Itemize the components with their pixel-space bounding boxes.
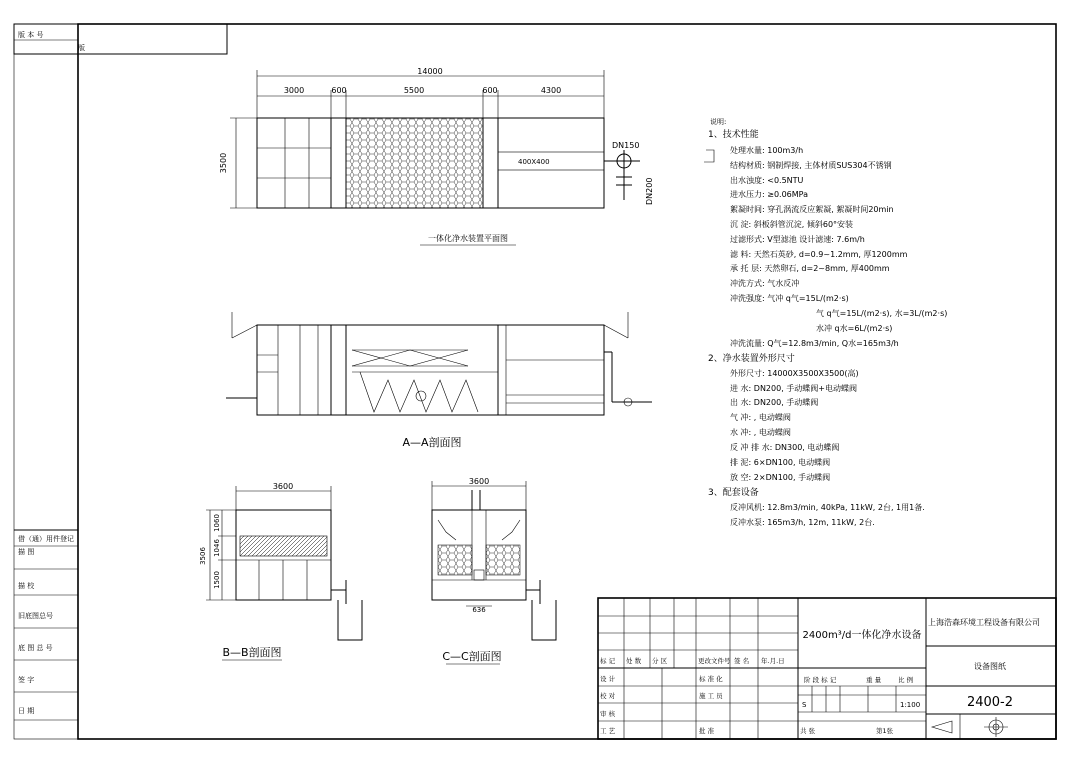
sheet-total: 共 张: [800, 727, 816, 735]
notes-line-10: 承 托 层: 天然卵石, d=2~8mm, 厚400mm: [730, 264, 890, 273]
notes-line-6: 絮凝时间: 穿孔涡流反应絮凝, 絮凝时间20min: [730, 205, 894, 214]
stage-header-1: 阶 段 标 记: [804, 676, 837, 684]
segment-dim-4: 600: [482, 86, 498, 95]
row-check: 校 对: [600, 692, 616, 700]
notes-line-13: 气 q气=15L/(m2·s), 水=3L/(m2·s): [816, 309, 948, 318]
notes-line-21: 水 冲: , 电动蝶阀: [730, 428, 791, 437]
plan-view: [219, 67, 654, 245]
notes-line-17: 外形尺寸: 14000X3500X3500(高): [730, 369, 859, 378]
reference-header: 借（通）用件登记: [18, 535, 74, 543]
section-bb: [199, 482, 362, 660]
strip-row-6: 日 期: [18, 707, 35, 715]
section-aa-title: A—A剖面图: [402, 436, 462, 449]
notes-line-20: 气 冲: , 电动蝶阀: [730, 413, 791, 422]
notes-heading: 说明:: [710, 118, 727, 126]
row-review: 审 核: [600, 710, 616, 718]
notes-line-22: 反 冲 排 水: DN300, 电动蝶阀: [730, 443, 840, 452]
row-process: 工 艺: [600, 727, 616, 735]
notes-line-24: 放 空: 2×DN100, 手动蝶阀: [730, 473, 831, 482]
drawing-number: 2400-2: [966, 695, 1014, 710]
strip-row-1: 描 图: [18, 548, 35, 556]
projection-symbol-icon: [932, 717, 1008, 737]
section-aa: [226, 312, 652, 449]
notes-line-14: 水冲 q水=6L/(m2·s): [816, 324, 893, 333]
stage-header-2: 重 量: [866, 676, 882, 684]
plan-width-dim: 3500: [219, 152, 228, 174]
notes-line-11: 冲洗方式: 气水反冲: [730, 279, 800, 288]
stage-header-3: 比 例: [898, 676, 914, 684]
notes-line-4: 出水浊度: <0.5NTU: [730, 176, 804, 185]
notes-line-26: 反冲风机: 12.8m3/min, 40kPa, 11kW, 2台, 1用1备.: [730, 503, 925, 512]
notes-line-1: 1、技术性能: [708, 130, 759, 140]
notes-line-19: 出 水: DN200, 手动蝶阀: [730, 398, 819, 407]
strip-row-4: 底 图 总 号: [18, 644, 53, 652]
section-bb-title: B—B剖面图: [222, 646, 282, 659]
notes-line-18: 进 水: DN200, 手动蝶阀+电动蝶阀: [730, 384, 857, 393]
row-standardization: 标 准 化: [699, 675, 723, 683]
strip-row-3: 旧底图总号: [18, 612, 53, 620]
row-approve: 批 准: [699, 727, 715, 735]
side-strip: [14, 24, 227, 720]
sheet-index: 第1张: [876, 727, 894, 735]
section-cc-title: C—C剖面图: [442, 650, 502, 663]
mark-header-3: 分 区: [652, 657, 668, 665]
bb-height-3: 1500: [213, 571, 221, 589]
cc-small-dim: 636: [472, 606, 486, 614]
segment-dim-2: 600: [331, 86, 347, 95]
notes-line-12: 冲洗强度: 气冲 q气=15L/(m2·s): [730, 294, 849, 303]
channel-label: 400X400: [518, 158, 550, 166]
company-name: 上海浩森环境工程设备有限公司: [928, 618, 1040, 627]
mark-header-1: 标 记: [600, 657, 616, 665]
notes-line-25: 3、配套设备: [708, 488, 759, 498]
section-cc: [432, 477, 556, 664]
project-title: 2400m³/d一体化净水设备: [802, 630, 922, 641]
drawing-type: 设备图纸: [974, 662, 1006, 671]
strip-row-5: 签 字: [18, 676, 35, 684]
notes-line-7: 沉 淀: 斜板斜管沉淀, 倾斜60°安装: [730, 220, 854, 229]
row-constructor: 施 工 员: [699, 692, 723, 700]
stage-mark: S: [802, 701, 807, 709]
segment-dim-5: 4300: [540, 86, 562, 95]
scale: 1:100: [900, 701, 921, 709]
bb-height-2: 1046: [213, 539, 221, 557]
pipe-label-dn200: DN200: [645, 177, 654, 205]
notes-line-9: 滤 料: 天然石英砂, d=0.9~1.2mm, 厚1200mm: [730, 250, 908, 259]
bb-height-1: 1060: [213, 514, 221, 532]
notes-line-8: 过滤形式: V型滤池 设计滤速: 7.6m/h: [730, 235, 865, 244]
segment-dim-1: 3000: [283, 86, 305, 95]
version-label: 版 本 号: [18, 31, 44, 39]
mark-header-4: 更改文件号: [698, 657, 731, 665]
row-design: 设 计: [600, 675, 616, 683]
cc-width-dim: 3600: [468, 477, 490, 486]
notes-line-15: 冲洗流量: Q气=12.8m3/min, Q水=165m3/h: [730, 339, 899, 348]
strip-row-2: 描 校: [18, 582, 35, 590]
notes-line-2: 处理水量: 100m3/h: [730, 146, 804, 155]
notes-block: [704, 117, 947, 527]
notes-line-27: 反冲水泵: 165m3/h, 12m, 11kW, 2台.: [730, 518, 875, 527]
segment-dim-3: 5500: [403, 86, 425, 95]
notes-line-3: 结构材质: 钢制焊接, 主体材质SUS304不锈钢: [730, 161, 892, 170]
version-char: 版: [78, 44, 85, 52]
notes-line-16: 2、净水装置外形尺寸: [708, 354, 795, 364]
mark-header-5: 签 名: [734, 657, 750, 665]
notes-line-5: 进水压力: ≥0.06MPa: [730, 190, 809, 199]
mark-header-2: 处 数: [626, 657, 642, 665]
title-block: [598, 598, 1056, 739]
notes-line-23: 排 泥: 6×DN100, 电动蝶阀: [730, 458, 831, 467]
mark-header-6: 年.月.日: [761, 657, 785, 665]
bb-width-dim: 3600: [272, 482, 294, 491]
plan-view-title: 一体化净水装置平面图: [428, 234, 508, 243]
pipe-label-dn150: DN150: [612, 141, 640, 150]
bb-height-total: 3506: [199, 547, 207, 565]
total-length-dim: 14000: [417, 67, 443, 76]
